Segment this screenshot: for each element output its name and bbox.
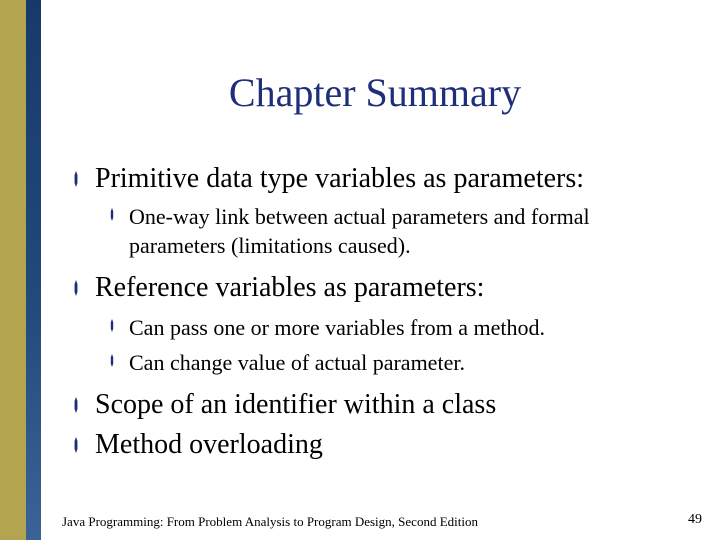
diamond-bullet-icon xyxy=(107,208,117,221)
bullet-text: Scope of an identifier within a class xyxy=(95,389,497,420)
page-number: 49 xyxy=(688,512,702,527)
diamond-bullet-icon xyxy=(70,171,82,187)
bullet-primitive-params xyxy=(95,163,584,195)
bullet-text: Reference variables as parameters: xyxy=(95,272,485,303)
sub-bullet-text: Can change value of actual parameter. xyxy=(129,350,465,375)
sidebar-navy-stripe xyxy=(26,0,41,540)
slide-footer: Java Programming: From Problem Analysis to Program Design, Second Edition xyxy=(62,514,478,529)
bullet-scope-identifier xyxy=(95,389,496,421)
bullet-reference-params xyxy=(95,272,484,304)
slide-title: Chapter Summary xyxy=(228,70,522,115)
diamond-bullet-icon xyxy=(70,437,82,453)
diamond-bullet-icon xyxy=(107,354,117,367)
sub-bullet-pass-variables xyxy=(129,313,669,342)
sub-bullet-change-value xyxy=(129,348,669,377)
diamond-bullet-icon xyxy=(70,280,82,296)
diamond-bullet-icon xyxy=(107,319,117,332)
sidebar-olive-stripe xyxy=(0,0,26,540)
bullet-text: Primitive data type variables as parameters: xyxy=(95,163,585,194)
sub-bullet-text: Can pass one or more variables from a method. xyxy=(129,315,546,340)
diamond-bullet-icon xyxy=(70,397,82,413)
sub-bullet-text: One-way link between actual parameters and formal parameters (limitations caused). xyxy=(129,204,590,258)
bullet-method-overloading xyxy=(95,429,323,461)
sub-bullet-one-way-link xyxy=(129,202,669,260)
bullet-text: Method overloading xyxy=(95,429,323,460)
